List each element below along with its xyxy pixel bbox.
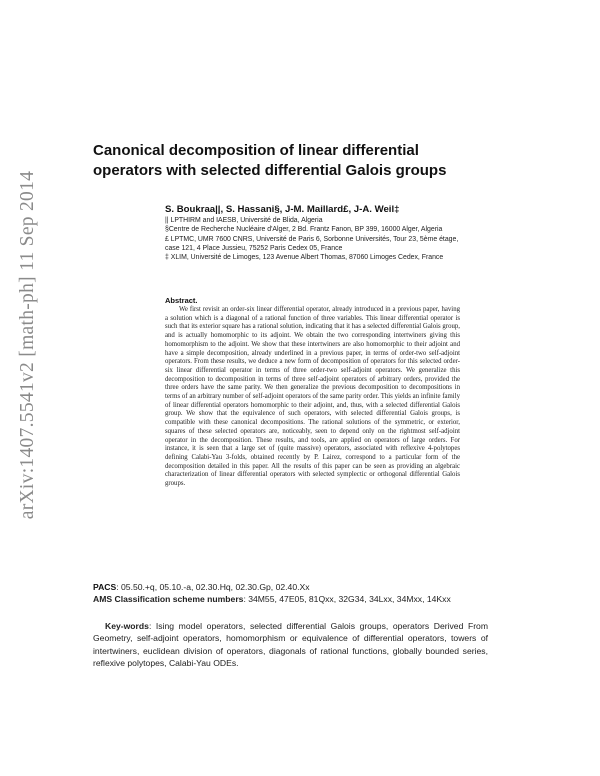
affiliation-item: §Centre de Recherche Nucléaire d'Alger, 2 Bd. Frantz Fanon, BP 399, 16000 Alger, Algeria [165,226,443,234]
arxiv-side-stamp [8,100,48,590]
paper-title: Canonical decomposition of linear differential operators with selected differential Galois groups [93,142,447,179]
ams-codes: : 34M55, 47E05, 81Qxx, 32G34, 34Lxx, 34Mxx, 14Kxx [243,594,451,604]
affiliations [165,216,460,262]
arxiv-identifier: arXiv:1407.5541v2 [math-ph] 11 Sep 2014 [17,170,39,520]
pacs-label: PACS [93,582,117,592]
affiliation-item: ‡ XLIM, Université de Limoges, 123 Avenue Albert Thomas, 87060 Limoges Cedex, France [165,254,444,262]
keywords-paragraph [93,620,488,670]
ams-line [93,594,473,605]
abstract-heading: Abstract. [165,296,198,305]
pacs-codes: : 05.50.+q, 05.10.-a, 02.30.Hq, 02.30.Gp, 02.40.Xx [116,582,310,592]
affiliation-item: £ LPTMC, UMR 7600 CNRS, Université de Paris 6, Sorbonne Universités, Tour 23, 5ème étage, case 121, 4 Place Jussieu, 75252 Paris Cedex 05, France [165,235,459,252]
pacs-line [93,582,473,593]
keywords-list: : Ising model operators, selected differential Galois groups, operators Derived From Geometry, self-adjoint operators, homomorphism or equivalence of differential operators, towers of intertwiners, euclidean division of operators, diagonals of rational functions, globally bounded series, reflexive polytopes, Calabi-Yau ODEs. [93,621,488,669]
keywords-label: Key-words [105,621,149,631]
affiliation-item: || LPTHIRM and IAESB, Université de Blida, Algeria [165,217,323,224]
abstract-text: We first revisit an order-six linear differential operator, already introduced in a previous paper, having a solution which is a diagonal of a rational function of three variables. This linear differential operator is such that its exterior square has a rational solution, indicating that it has a selected differential Galois group, and is actually homomorphic to its adjoint. We obtain the two corresponding intertwiners giving this homomorphism to the adjoint. We show that these intertwiners are also homomorphic to their adjoint and have a simple decomposition, already underlined in a previous paper, in terms of order-two self-adjoint operators. From these results, we deduce a new form of decomposition of operators for this selected order-six linear differential operator in terms of three order-two self-adjoint operators. We generalize this decomposition to decomposition in terms of three self-adjoint operators of arbitrary orders, provided the three orders have the same parity. We then generalize the previous decomposition to decompositions in terms of an arbitrary number of self-adjoint operators of the same parity order. This yields an infinite family of linear differential operators homomorphic to their adjoint, and, thus, with a selected differential Galois group. We show that the equivalence of such operators, with selected differential Galois groups, is compatible with these canonical decompositions. The rational solutions of the symmetric, or exterior, squares of these selected operators are, noticeably, seen to depend only on the rightmost self-adjoint operator in the decomposition. These results, and tools, are applied on operators of large orders. For instance, it is seen that a large set of (quite massive) operators, associated with reflexive 4-polytopes defining Calabi-Yau 3-folds, obtained recently by P. Lairez, correspond to a particular form of the decomposition detailed in this paper. All the results of this paper can be seen as providing an algebraic characterization of linear differential operators with selected symplectic or orthogonal differential Galois groups. [165,306,460,488]
ams-label: AMS Classification scheme numbers [93,594,244,604]
author-list: S. Boukraa||, S. Hassani§, J-M. Maillard£, J-A. Weil‡ [165,204,400,215]
